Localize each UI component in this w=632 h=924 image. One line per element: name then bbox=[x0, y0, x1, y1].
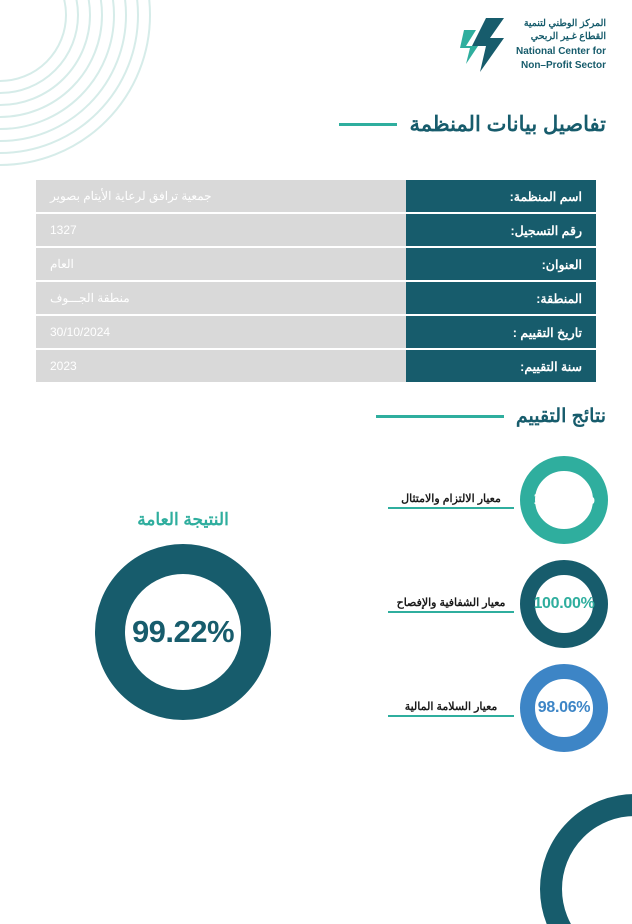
logo-english-line2: Non–Profit Sector bbox=[520, 59, 606, 71]
logo bbox=[460, 16, 606, 74]
org-details-table bbox=[36, 178, 596, 384]
table-row bbox=[36, 350, 596, 382]
criteria-list bbox=[308, 448, 608, 760]
criterion-label: معيار الشفافية والإفصاح bbox=[388, 596, 514, 613]
row-label: سنة التقييم: bbox=[406, 350, 596, 382]
decorative-arcs bbox=[0, 0, 165, 180]
table-row bbox=[36, 316, 596, 348]
criterion-donut bbox=[520, 456, 608, 544]
criterion-donut bbox=[520, 664, 608, 752]
row-label: تاريخ التقييم : bbox=[406, 316, 596, 348]
criterion-percent: 100.00% bbox=[533, 595, 595, 612]
criterion-donut bbox=[520, 560, 608, 648]
table-row bbox=[36, 214, 596, 246]
logo-arabic-line1: المركز الوطني لتنمية bbox=[523, 18, 606, 30]
table-row bbox=[36, 282, 596, 314]
heading-rule bbox=[376, 415, 504, 418]
logo-english-line1: National Center for bbox=[515, 46, 606, 58]
logo-text bbox=[516, 18, 606, 71]
criterion-percent: 100.00% bbox=[533, 491, 595, 508]
section-title-org-details: تفاصيل بيانات المنظمة bbox=[409, 113, 606, 136]
decorative-ring bbox=[540, 794, 632, 924]
list-item bbox=[308, 552, 608, 656]
logo-mark-icon bbox=[460, 16, 506, 74]
overall-percent: 99.22% bbox=[131, 614, 235, 649]
list-item bbox=[308, 448, 608, 552]
row-label: اسم المنظمة: bbox=[406, 180, 596, 212]
row-value: منطقة الجـــوف bbox=[36, 282, 406, 314]
org-details-table-body bbox=[36, 180, 596, 382]
overall-score-title: النتيجة العامة bbox=[137, 510, 229, 529]
row-label: العنوان: bbox=[406, 248, 596, 280]
logo-arabic-line2: القطاع غـير الربحي bbox=[530, 30, 606, 42]
table-row bbox=[36, 248, 596, 280]
row-value: 1327 bbox=[36, 214, 406, 246]
table-row bbox=[36, 180, 596, 212]
section-heading-results bbox=[26, 405, 606, 428]
section-heading-org-details bbox=[26, 112, 606, 137]
row-value: 30/10/2024 bbox=[36, 316, 406, 348]
row-label: المنطقة: bbox=[406, 282, 596, 314]
row-value: جمعية ترافق لرعاية الأيتام بصوير bbox=[36, 180, 406, 212]
list-item bbox=[308, 656, 608, 760]
criterion-label: معيار الالتزام والامتثال bbox=[388, 492, 514, 509]
row-value: العام bbox=[36, 248, 406, 280]
criterion-label: معيار السلامة المالية bbox=[388, 700, 514, 717]
heading-rule bbox=[339, 123, 397, 126]
overall-donut bbox=[95, 544, 271, 720]
overall-score bbox=[66, 510, 300, 720]
criterion-percent: 98.06% bbox=[537, 699, 591, 716]
row-value: 2023 bbox=[36, 350, 406, 382]
decorative-corner bbox=[530, 734, 632, 924]
row-label: رقم التسجيل: bbox=[406, 214, 596, 246]
section-title-results: نتائج التقييم bbox=[515, 406, 606, 427]
